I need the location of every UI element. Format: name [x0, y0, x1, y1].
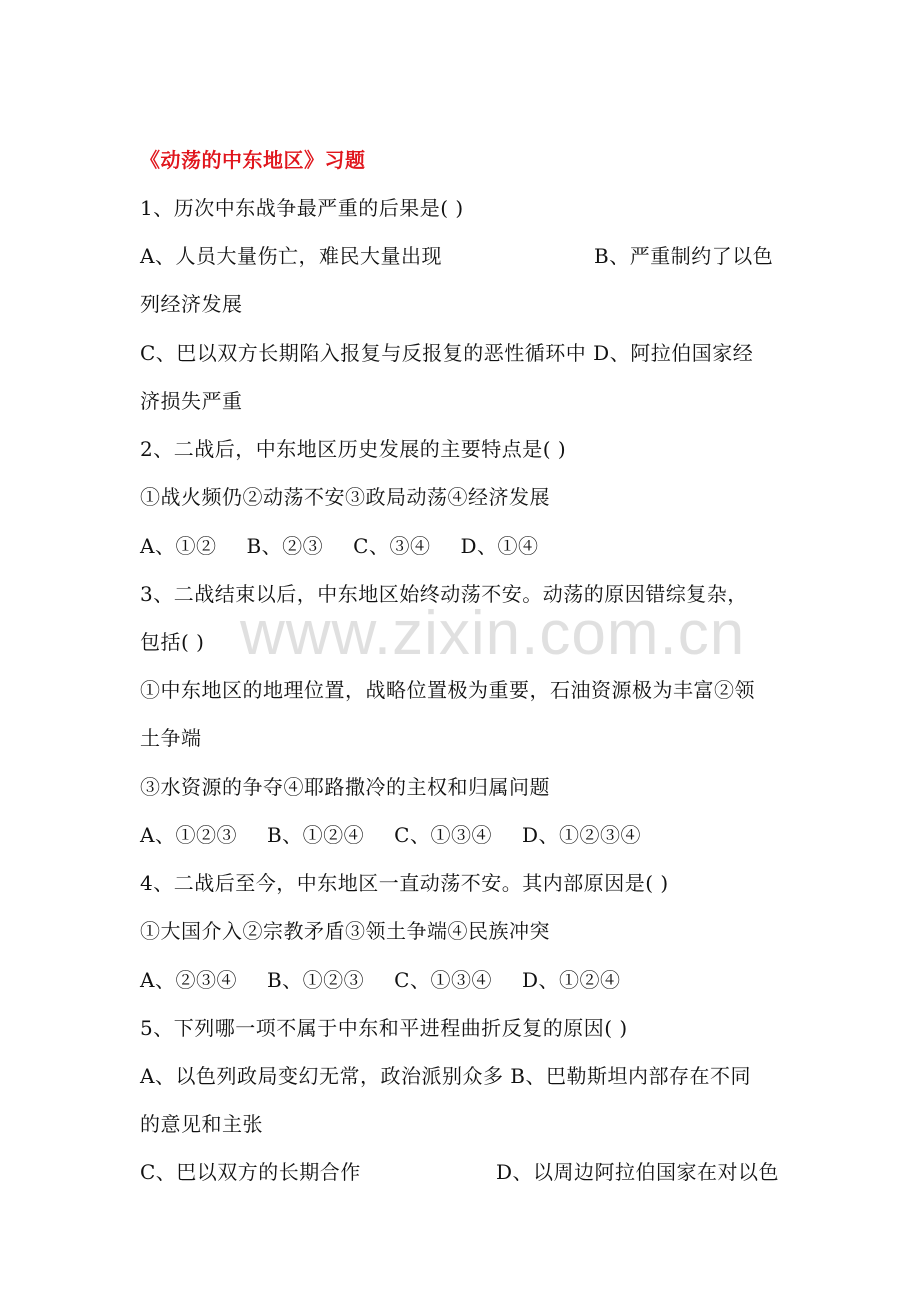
q1-option-b-continued: 列经济发展 [140, 292, 243, 316]
q3-option-c: C、①③④ [394, 823, 492, 847]
q1-stem: 1、历次中东战争最严重的后果是( ) [140, 196, 464, 220]
document-title: 《动荡的中东地区》习题 [140, 148, 366, 172]
q3-items-line1: ①中东地区的地理位置，战略位置极为重要，石油资源极为丰富②领 [140, 678, 755, 702]
q5-stem: 5、下列哪一项不属于中东和平进程曲折反复的原因( ) [140, 1016, 628, 1040]
q2-option-b: B、②③ [246, 534, 324, 558]
q4-option-d: D、①②④ [521, 968, 621, 992]
q4-option-c: C、①③④ [394, 968, 492, 992]
q2-option-d: D、①④ [460, 534, 539, 558]
q1-option-c-d: C、巴以双方长期陷入报复与反报复的恶性循环中 D、阿拉伯国家经 [140, 341, 754, 365]
q5-option-b-continued: 的意见和主张 [140, 1112, 263, 1136]
q5-option-c: C、巴以双方的长期合作 [140, 1160, 361, 1184]
q4-options [140, 966, 800, 994]
q4-option-b: B、①②③ [266, 968, 365, 992]
q1-option-a: A、人员大量伤亡，难民大量出现 [140, 244, 442, 268]
q3-options [140, 821, 800, 849]
q1-option-d-continued: 济损失严重 [140, 389, 243, 413]
q3-option-d: D、①②③④ [521, 823, 642, 847]
q5-option-d: D、以周边阿拉伯国家在对以色 [496, 1160, 780, 1184]
q5-option-a-b: A、以色列政局变幻无常，政治派别众多 B、巴勒斯坦内部存在不同 [140, 1064, 751, 1088]
q3-option-b: B、①②④ [266, 823, 365, 847]
q1-option-b: B、严重制约了以色 [594, 244, 774, 268]
watermark: www.zixin.com.cn [240, 599, 746, 668]
q3-stem-continued: 包括( ) [140, 630, 205, 654]
q4-items: ①大国介入②宗教矛盾③领土争端④民族冲突 [140, 919, 550, 943]
q2-options [140, 532, 800, 560]
q3-option-a: A、①②③ [140, 823, 237, 847]
q3-items-line2: 土争端 [140, 726, 202, 750]
q3-stem: 3、二战结束以后，中东地区始终动荡不安。动荡的原因错综复杂， [140, 582, 748, 606]
q4-stem: 4、二战后至今，中东地区一直动荡不安。其内部原因是( ) [140, 871, 669, 895]
q2-option-a: A、①② [140, 534, 217, 558]
q2-option-c: C、③④ [353, 534, 431, 558]
q3-items-line3: ③水资源的争夺④耶路撒冷的主权和归属问题 [140, 775, 550, 799]
q4-option-a: A、②③④ [140, 968, 237, 992]
q2-stem: 2、二战后，中东地区历史发展的主要特点是( ) [140, 437, 567, 461]
q2-items: ①战火频仍②动荡不安③政局动荡④经济发展 [140, 485, 550, 509]
